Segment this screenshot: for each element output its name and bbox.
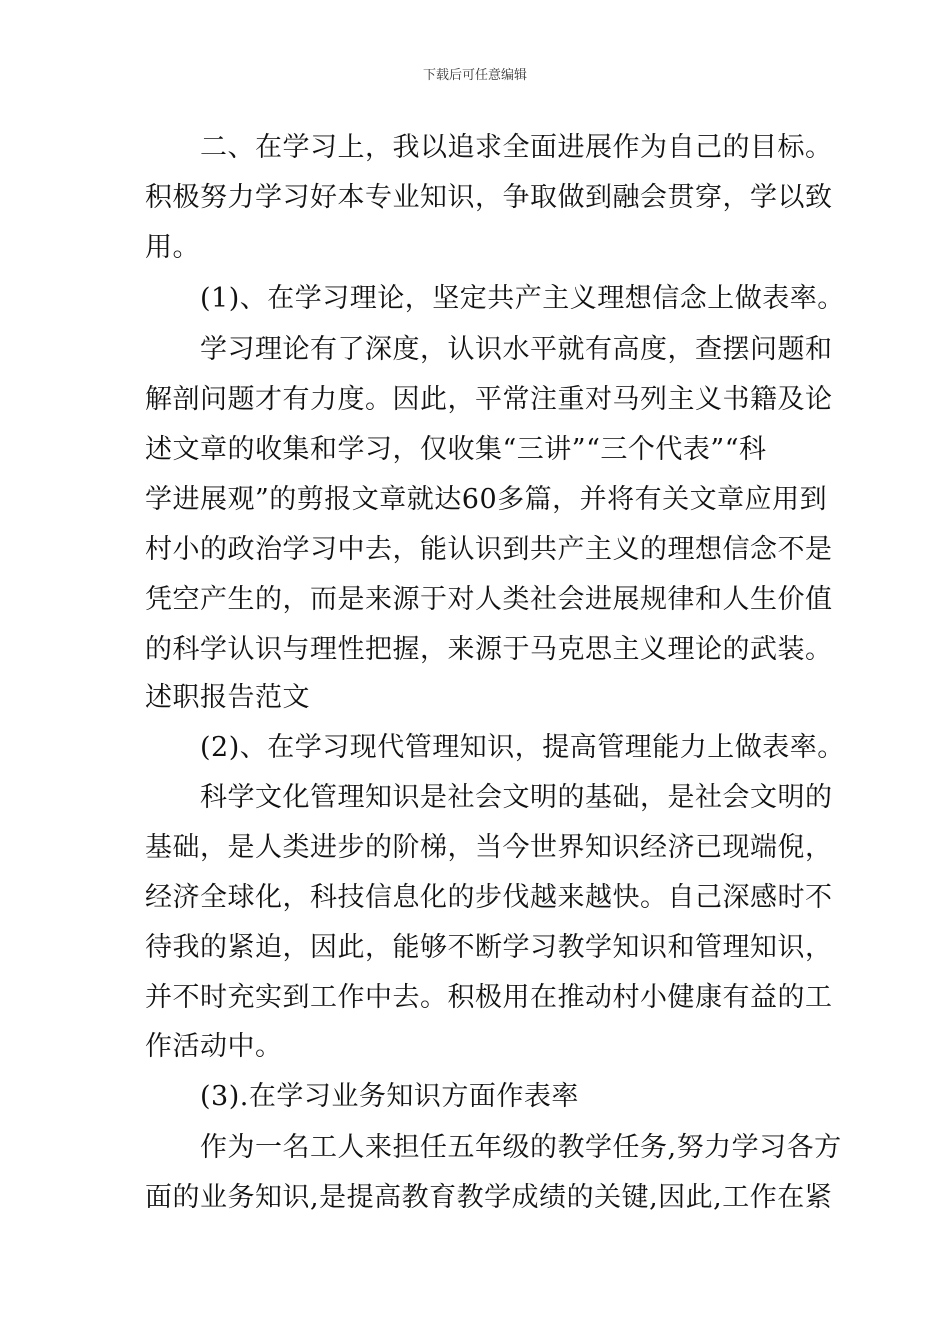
text-line: 作为一名工人来担任五年级的教学任务,努力学习各方: [145, 1132, 842, 1163]
text-line: (2)、在学习现代管理知识，提高管理能力上做表率。: [145, 732, 845, 763]
text-line: 并不时充实到工作中去。积极用在推动村小健康有益的工: [145, 982, 833, 1013]
text-line: 用。: [145, 232, 200, 263]
text-line: (1)、在学习理论，坚定共产主义理想信念上做表率。: [145, 283, 845, 314]
text-line: 学进展观”的剪报文章就达60多篇，并将有关文章应用到: [145, 484, 828, 515]
text-line: 科学文化管理知识是社会文明的基础，是社会文明的: [145, 782, 833, 813]
text-line: 凭空产生的，而是来源于对人类社会进展规律和人生价值: [145, 584, 833, 615]
text-line: 面的业务知识,是提高教育教学成绩的关键,因此,工作在紧: [145, 1182, 833, 1213]
text-line: 待我的紧迫，因此，能够不断学习教学知识和管理知识，: [145, 932, 833, 963]
text-line: 二、在学习上，我以追求全面进展作为自己的目标。: [145, 132, 833, 163]
text-line: 学习理论有了深度，认识水平就有高度，查摆问题和: [145, 334, 833, 365]
text-line: 村小的政治学习中去，能认识到共产主义的理想信念不是: [145, 534, 833, 565]
text-line: 的科学认识与理性把握，来源于马克思主义理论的武装。: [145, 634, 833, 665]
text-line: 解剖问题才有力度。因此，平常注重对马列主义书籍及论: [145, 384, 833, 415]
text-line: (3).在学习业务知识方面作表率: [145, 1081, 579, 1112]
text-line: 述文章的收集和学习，仅收集“三讲”“三个代表”“科: [145, 434, 767, 465]
page-header: 下载后可任意编辑: [422, 68, 527, 83]
text-line: 积极努力学习好本专业知识，争取做到融会贯穿，学以致: [145, 182, 833, 213]
text-line: 经济全球化，科技信息化的步伐越来越快。自己深感时不: [145, 882, 833, 913]
text-line: 作活动中。: [145, 1031, 283, 1062]
text-line: 述职报告范文: [145, 682, 310, 713]
text-line: 基础，是人类进步的阶梯，当今世界知识经济已现端倪，: [145, 832, 833, 863]
